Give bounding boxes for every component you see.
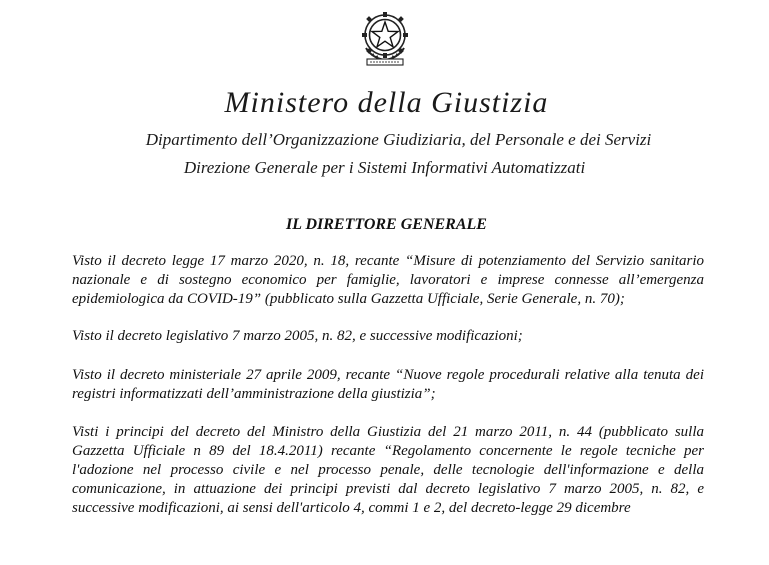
document-title: IL DIRETTORE GENERALE bbox=[286, 216, 487, 233]
document-body bbox=[72, 252, 704, 534]
italian-republic-emblem-icon bbox=[358, 8, 412, 68]
paragraph-decree-2011: Visti i principi del decreto del Ministro della Giustizia del 21 marzo 2011, n. 44 (pubblicato sulla Gazzetta Ufficiale n 89 del 18.4.2011) recante “Regolamento concernente le regole tecniche per l'adozione nel processo civile e nel processo penale, delle tecnologie dell'informazione e della comunicazione, in attuazione dei principi previsti dal decreto legislativo 7 marzo 2005, n. 82, e successive modificazioni, ai sensi dell'articolo 4, commi 1 e 2, del decreto-legge 29 dicembre bbox=[72, 424, 704, 516]
department-name: Dipartimento dell’Organizzazione Giudiziaria, del Personale e dei Servizi bbox=[145, 130, 652, 149]
directorate-name: Direzione Generale per i Sistemi Informativi Automatizzati bbox=[183, 158, 586, 177]
paragraph-decree-2005: Visto il decreto legislativo 7 marzo 2005, n. 82, e successive modificazioni; bbox=[72, 328, 523, 344]
paragraph-decree-2020: Visto il decreto legge 17 marzo 2020, n. 18, recante “Misure di potenziamento del Servizio sanitario nazionale e di sostegno economico per famiglie, lavoratori e imprese connesse all’emergenza epidemiologica da COVID-19” (pubblicato sulla Gazzetta Ufficiale, Serie Generale, n. 70); bbox=[72, 253, 704, 307]
paragraph-decree-2009: Visto il decreto ministeriale 27 aprile 2009, recante “Nuove regole procedurali relative alla tenuta dei registri informatizzati dell’amministrazione della giustizia”; bbox=[72, 367, 704, 402]
ministry-name: Ministero della Giustizia bbox=[224, 86, 549, 119]
